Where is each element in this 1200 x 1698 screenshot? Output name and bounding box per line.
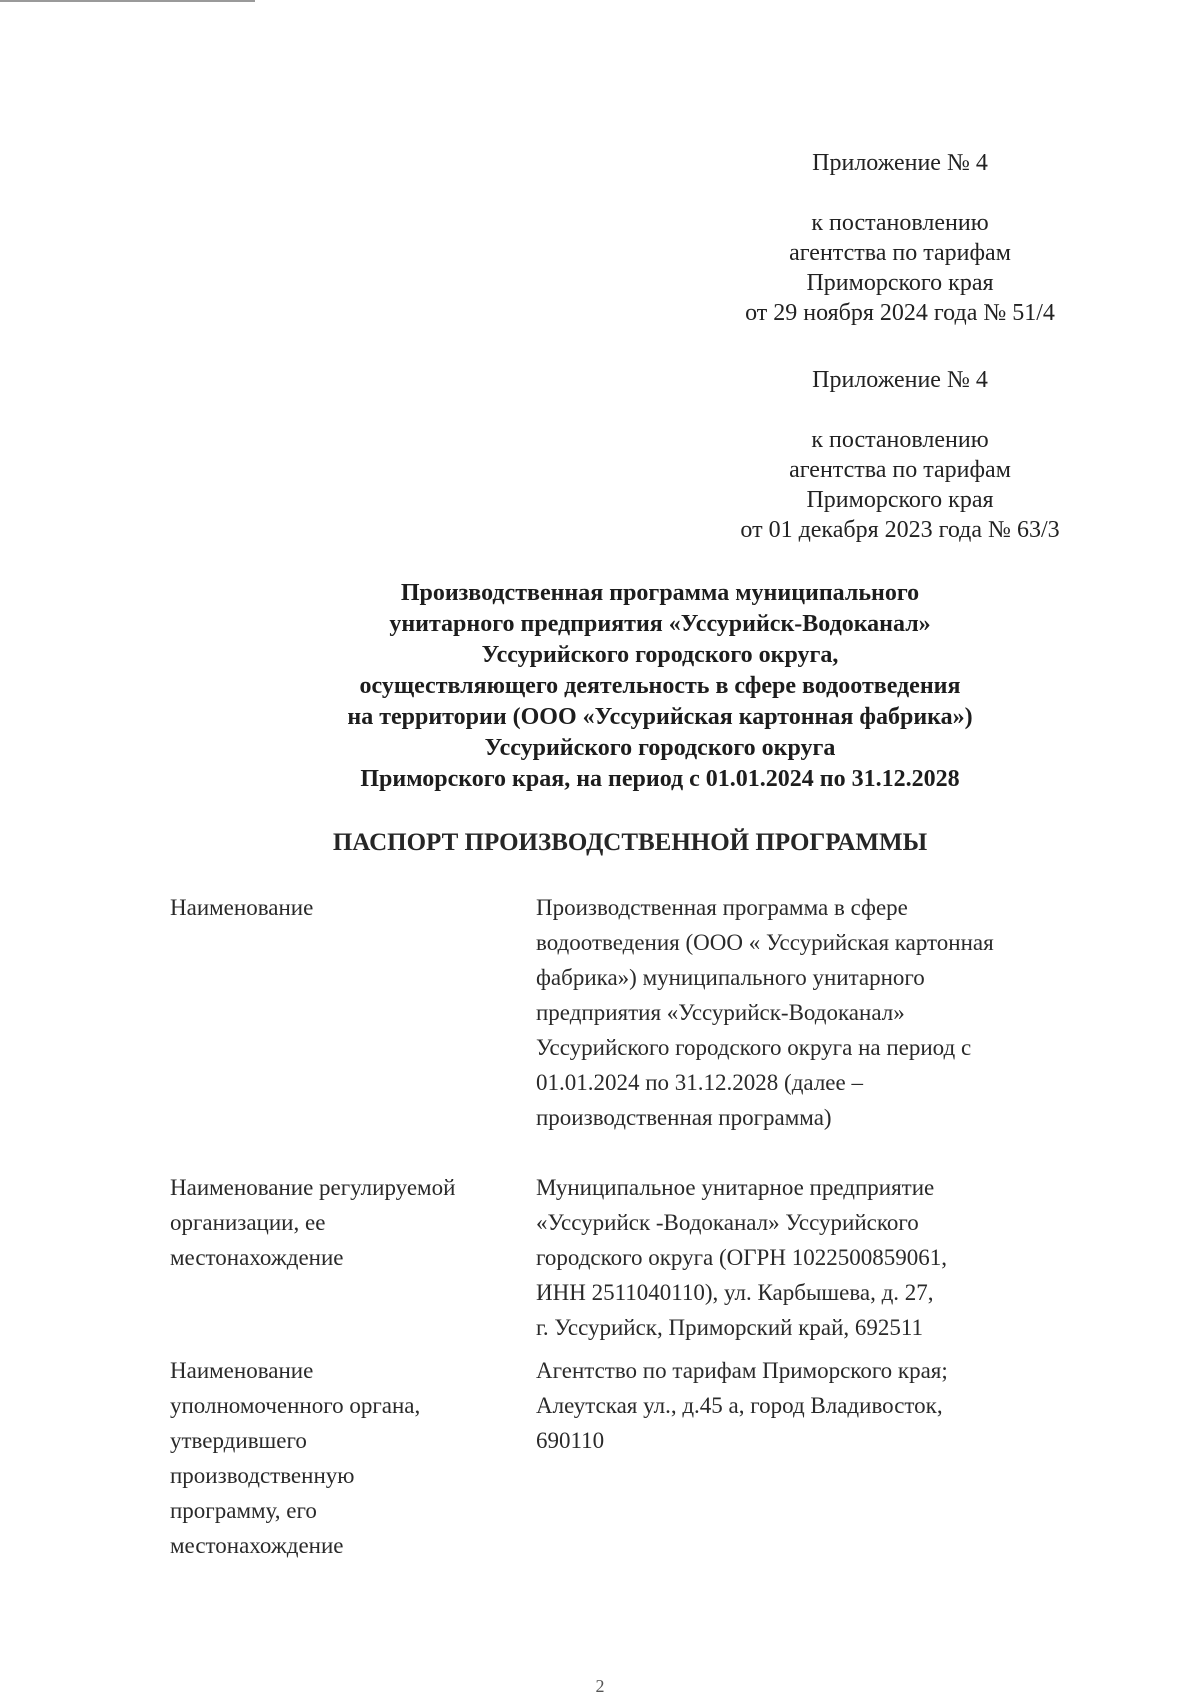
value-line: 01.01.2024 по 31.12.2028 (далее – <box>536 1070 863 1095</box>
passport-row-label <box>170 1353 530 1563</box>
value-line: предприятия «Уссурийск-Водоканал» <box>536 1000 905 1025</box>
value-line: 690110 <box>536 1428 605 1453</box>
label-line: утвердившего <box>170 1428 307 1453</box>
value-line: г. Уссурийск, Приморский край, 692511 <box>536 1315 924 1340</box>
scan-edge-mark <box>0 0 255 2</box>
program-title-line: Приморского края, на период с 01.01.2024 по 31.12.2028 <box>360 766 960 792</box>
program-title-line: Уссурийского городского округа, <box>481 642 839 668</box>
passport-row-value <box>536 1353 1096 1458</box>
passport-row-label <box>170 1170 530 1275</box>
appendix-line: агентства по тарифам <box>789 240 1011 266</box>
value-line: Муниципальное унитарное предприятие <box>536 1175 935 1200</box>
value-line: ИНН 2511040110), ул. Карбышева, д. 27, <box>536 1280 934 1305</box>
appendix-line: агентства по тарифам <box>789 457 1011 483</box>
appendix-spacer <box>700 178 1100 208</box>
program-title-line: Уссурийского городского округа <box>484 735 836 761</box>
label-line: уполномоченного органа, <box>170 1393 421 1418</box>
label-line: местонахождение <box>170 1245 344 1270</box>
program-title-line: осуществляющего деятельность в сфере водоотведения <box>359 673 961 699</box>
value-line: Алеутская ул., д.45 а, город Владивосток, <box>536 1393 943 1418</box>
appendix-title: Приложение № 4 <box>812 367 988 393</box>
value-line: производственная программа) <box>536 1105 832 1130</box>
passport-row-value <box>536 890 1096 1135</box>
appendix-title: Приложение № 4 <box>812 150 988 176</box>
value-line: Уссурийского городского округа на период с <box>536 1035 972 1060</box>
program-title-line: Производственная программа муниципального <box>400 580 920 606</box>
program-title <box>280 578 1040 795</box>
label-line: местонахождение <box>170 1533 344 1558</box>
passport-row-label <box>170 890 530 925</box>
appendix-date-line: от 29 ноября 2024 года № 51/4 <box>745 300 1055 326</box>
value-line: Производственная программа в сфере <box>536 895 908 920</box>
page-number: 2 <box>595 1676 605 1696</box>
appendix-line: к постановлению <box>811 210 989 236</box>
appendix-spacer <box>700 395 1100 425</box>
value-line: «Уссурийск -Водоканал» Уссурийского <box>536 1210 919 1235</box>
appendix-line: к постановлению <box>811 427 989 453</box>
appendix-line: Приморского края <box>806 487 994 513</box>
label-line: Наименование <box>170 895 314 920</box>
appendix-date-line: от 01 декабря 2023 года № 63/3 <box>740 517 1060 543</box>
value-line: водоотведения (ООО « Уссурийская картонная <box>536 930 994 955</box>
passport-heading: ПАСПОРТ ПРОИЗВОДСТВЕННОЙ ПРОГРАММЫ <box>332 829 928 856</box>
label-line: Наименование <box>170 1358 314 1383</box>
appendix-current <box>700 148 1100 328</box>
value-line: городского округа (ОГРН 1022500859061, <box>536 1245 947 1270</box>
label-line: программу, его <box>170 1498 317 1523</box>
value-line: Агентство по тарифам Приморского края; <box>536 1358 948 1383</box>
label-line: Наименование регулируемой <box>170 1175 456 1200</box>
value-line: фабрика») муниципального унитарного <box>536 965 925 990</box>
appendix-line: Приморского края <box>806 270 994 296</box>
program-title-line: унитарного предприятия «Уссурийск-Водоканал» <box>389 611 931 637</box>
passport-row-value <box>536 1170 1096 1345</box>
label-line: организации, ее <box>170 1210 326 1235</box>
appendix-previous <box>700 365 1100 545</box>
program-title-line: на территории (ООО «Уссурийская картонная фабрика») <box>347 704 973 730</box>
label-line: производственную <box>170 1463 355 1488</box>
